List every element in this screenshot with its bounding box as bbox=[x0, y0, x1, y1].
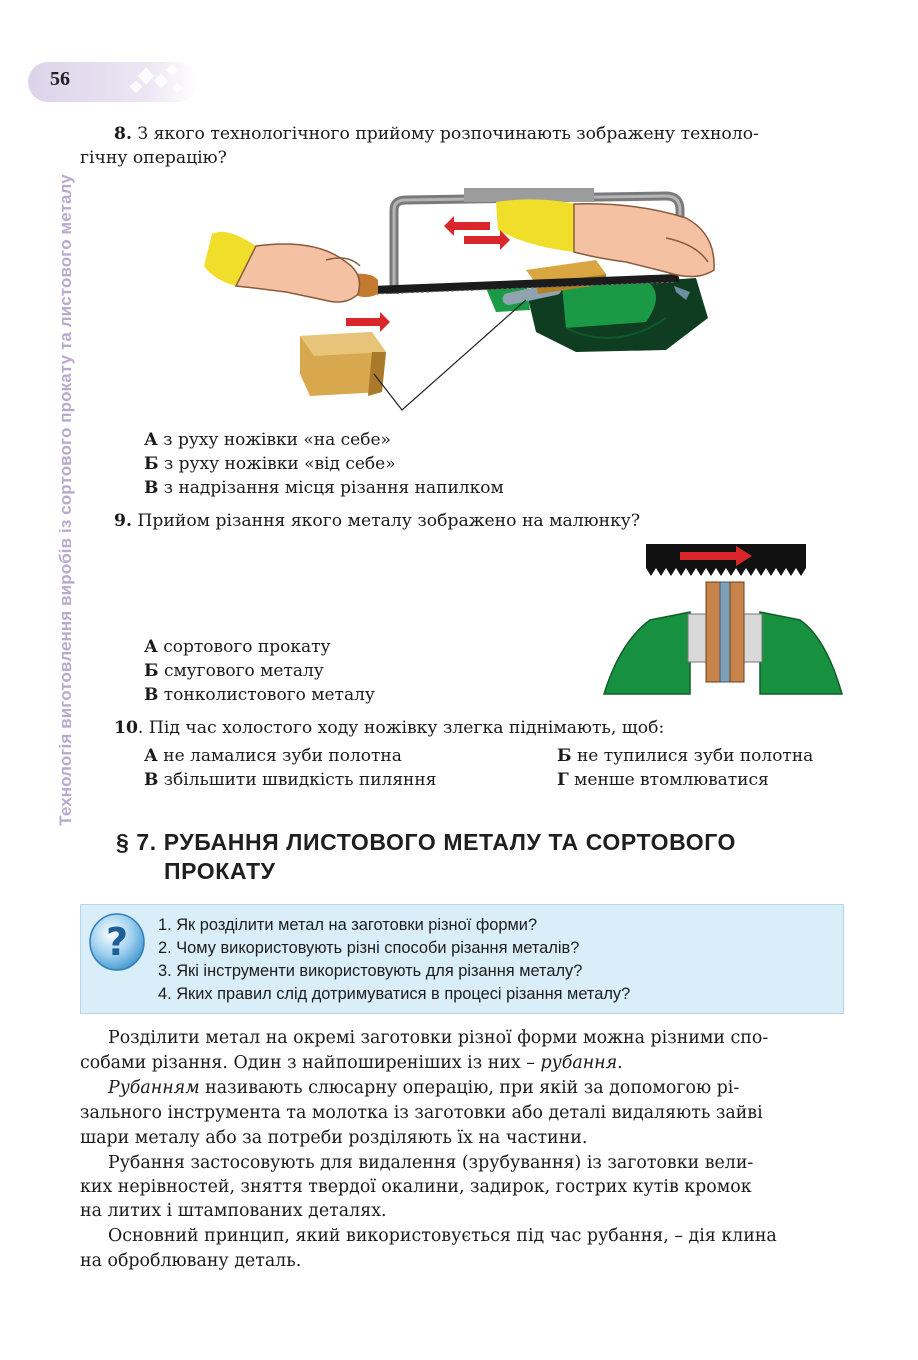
q8-option-c bbox=[144, 476, 504, 500]
option-text: з руху ножівки «від себе» bbox=[163, 454, 396, 474]
q9-option-c bbox=[144, 683, 375, 707]
option-text: смугового металу bbox=[163, 661, 324, 681]
q10-option-d bbox=[557, 768, 769, 792]
option-text: тонколистового металу bbox=[163, 685, 375, 705]
option-letter: А bbox=[144, 637, 158, 657]
q8-line1 bbox=[114, 122, 759, 146]
body-p3-line1: Рубання застосовують для видалення (зрубування) із заготовки вели- bbox=[108, 1153, 754, 1173]
q9-text: Прийом різання якого металу зображено на малюнку? bbox=[137, 511, 641, 531]
section-title-line2: ПРОКАТУ bbox=[164, 858, 276, 884]
text-span: називають слюсарну операцію, при якій за допомогою рі- bbox=[199, 1078, 740, 1098]
body-p1-line2 bbox=[80, 1051, 623, 1076]
page-number: 56 bbox=[50, 68, 70, 90]
option-letter: А bbox=[144, 430, 158, 450]
option-letter: В bbox=[144, 770, 159, 790]
q10-line bbox=[114, 716, 664, 740]
text-span: собами різання. Один з найпоширеніших із них – bbox=[80, 1053, 541, 1073]
q8-number: 8. bbox=[114, 124, 132, 144]
option-letter: А bbox=[144, 746, 158, 766]
question-item: 1. Як розділити метал на заготовки різної форми? bbox=[158, 916, 538, 934]
body-p4-line1: Основний принцип, який використовується під час рубання, – дія клина bbox=[108, 1226, 777, 1246]
option-text: з надрізання місця різання напилком bbox=[163, 478, 504, 498]
question-item: 3. Які інструменти використовують для різання металу? bbox=[158, 962, 583, 980]
q10-number: 10 bbox=[114, 718, 138, 738]
q10-option-c bbox=[144, 768, 436, 792]
body-p2-line3: шари металу або за потреби розділяють їх на частини. bbox=[80, 1128, 588, 1148]
question-item: 2. Чому використовують різні способи різання металів? bbox=[158, 939, 580, 957]
q9-option-b bbox=[144, 659, 324, 683]
body-p2-line1 bbox=[108, 1076, 739, 1101]
q10-text: . Під час холостого ходу ножівку злегка піднімають, щоб: bbox=[137, 718, 665, 738]
side-title: Технологія виготовлення виробів із сортового прокату та листового металу bbox=[56, 174, 75, 826]
option-text: з руху ножівки «на себе» bbox=[163, 430, 391, 450]
hacksaw-illustration bbox=[196, 182, 736, 414]
option-letter: Б bbox=[557, 746, 572, 766]
side-title-strip bbox=[0, 0, 80, 1360]
option-text: сортового прокату bbox=[163, 637, 331, 657]
option-text: не тупилися зуби полотна bbox=[576, 746, 814, 766]
question-mark-icon bbox=[88, 912, 146, 972]
term-rubannya: рубання bbox=[540, 1053, 618, 1073]
body-p3-line2: ких нерівностей, зняття твердої окалини, задирок, гострих кутів кромок bbox=[80, 1177, 752, 1197]
q8-text: З якого технологічного прийому розпочинають зображену техноло- bbox=[137, 124, 759, 144]
option-letter: В bbox=[144, 685, 159, 705]
body-p4-line2: на оброблювану деталь. bbox=[80, 1251, 302, 1271]
option-text: збільшити швидкість пиляння bbox=[163, 770, 437, 790]
q10-option-b bbox=[557, 744, 813, 768]
q8-line2: гічну операцію? bbox=[80, 148, 227, 168]
question-item: 4. Яких правил слід дотримуватися в процесі різання металу? bbox=[158, 985, 631, 1003]
option-letter: Б bbox=[144, 454, 159, 474]
option-letter: Г bbox=[557, 770, 569, 790]
text-span: . bbox=[617, 1053, 623, 1073]
term-rubannyam: Рубанням bbox=[108, 1078, 200, 1098]
q8-option-a bbox=[144, 428, 391, 452]
body-p3-line3: на литих і штампованих деталях. bbox=[80, 1201, 387, 1221]
body-p1-line1: Розділити метал на окремі заготовки різної форми можна різними спо- bbox=[108, 1028, 769, 1048]
section-title-line1: § 7. РУБАННЯ ЛИСТОВОГО МЕТАЛУ ТА СОРТОВОГО bbox=[116, 829, 737, 855]
q9-line bbox=[114, 509, 640, 533]
q8-option-b bbox=[144, 452, 396, 476]
vise-cutting-illustration bbox=[600, 542, 850, 702]
q9-option-a bbox=[144, 635, 331, 659]
q10-option-a bbox=[144, 744, 402, 768]
svg-text:?: ? bbox=[105, 920, 129, 964]
option-text: не ламалися зуби полотна bbox=[163, 746, 402, 766]
body-p2-line2: зального інструмента та молотка із заготовки або деталі видаляють зайві bbox=[80, 1103, 763, 1123]
q9-number: 9. bbox=[114, 511, 132, 531]
option-letter: В bbox=[144, 478, 159, 498]
option-letter: Б bbox=[144, 661, 159, 681]
option-text: менше втомлюватися bbox=[574, 770, 769, 790]
section-title bbox=[116, 828, 736, 886]
questions-list bbox=[158, 914, 630, 1006]
